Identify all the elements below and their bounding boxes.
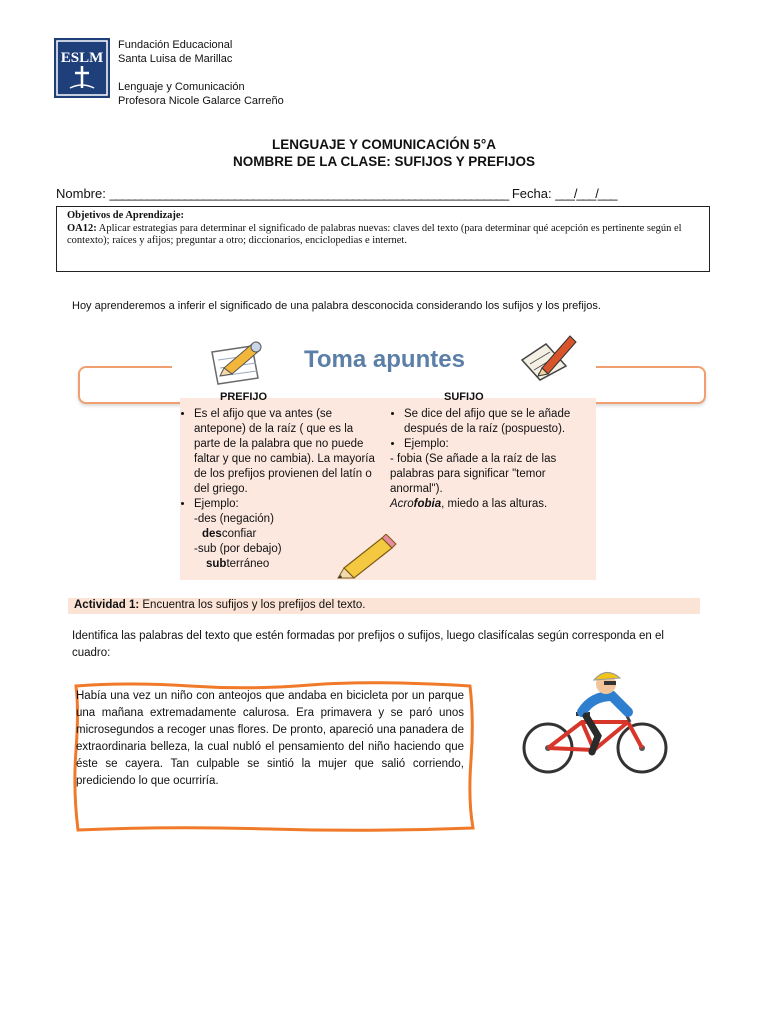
institution-name-2: Santa Luisa de Marillac [118,53,233,65]
intro-text: Hoy aprenderemos a inferir el significado de una palabra desconocida considerando los sufijos y los prefijos. [72,300,601,312]
school-logo [54,38,110,98]
prefijo-definition: • Es el afijo que va antes (se antepone) de la raíz ( que es la parte de la palabra que no puede faltar y que no cambia). La mayoría de los prefijos provienen del latín o del griego. [194,407,380,497]
objectives-heading: Objetivos de Aprendizaje: [67,210,185,221]
date-blank[interactable]: ___/___/___ [555,186,617,201]
page-title [0,136,768,170]
institution-name-1: Fundación Educacional [118,39,233,51]
objective-code: OA12: [67,222,97,234]
story-text: Había una vez un niño con anteojos que andaba en bicicleta por un parque una mañana extremadamente calurosa. Era primavera y se paró unos microsegundos a recoger unas flores. De pronto, apareció una panadera de extraordinaria belleza, la cual nubló el pensamiento del niño haciendo que éste se cayera. Tan culpable se sintió la mujer que salió corriendo, prediciendo lo que ocurriría. [76,690,464,787]
prefijo-ex2-rest: terráneo [226,558,270,570]
prefijo-ex1-bold: des [202,528,222,540]
objectives-box [56,206,710,272]
toma-apuntes-graphic [72,338,708,582]
cyclist-image [520,666,672,776]
sufijo-word-rest: , miedo a las alturas. [441,498,548,510]
objectives-body [67,223,699,248]
activity-text: Encuentra los sufijos y los prefijos del texto. [142,599,366,611]
institution-info [118,38,284,108]
activity-heading [74,599,365,611]
prefijo-example-label: • Ejemplo: [194,497,380,512]
notebook-pencil-icon [208,338,268,391]
objective-text: Aplicar estrategias para determinar el significado de palabras nuevas: claves del texto (para determinar qué acepción es pertinente según el contexto); raíces y afijos; preguntar a otro; diccionarios, enciclopedias e internet. [67,222,682,246]
sufijo-example-word [390,497,586,512]
logo-text: ESLM [60,50,104,66]
date-label: Fecha: [511,186,552,201]
title-line-1: LENGUAJE Y COMUNICACIÓN 5°A [272,137,496,152]
sufijo-word-a: Acro [390,498,414,510]
pencil-icon [334,534,398,585]
name-label: Nombre: [56,186,106,201]
sufijo-example-label: • Ejemplo: [404,437,586,452]
activity-instructions: Identifica las palabras del texto que estén formadas por prefijos o sufijos, luego clasifícalas según corresponda en el cuadro: [72,630,664,659]
name-blank[interactable]: ________________________________________________________________ [109,186,509,201]
sufijo-example-text: - fobia (Se añade a la raíz de las palabras para significar "temor anormal"). [390,453,557,495]
sufijo-definition: • Se dice del afijo que se le añade después de la raíz (pospuesto). [404,407,586,437]
prefijo-ex1-note: -des (negación) [194,513,274,525]
sufijo-title: SUFIJO [444,391,484,403]
prefijo-ex2-bold: sub [206,558,227,570]
activity-label: Actividad 1: [74,599,140,611]
paper-pencil-icon [516,330,580,389]
name-date-line [56,186,716,201]
teacher-name: Profesora Nicole Galarce Carreño [118,95,284,107]
title-line-2: NOMBRE DE LA CLASE: SUFIJOS Y PREFIJOS [232,154,536,169]
apuntes-heading: Toma apuntes [304,346,465,373]
story-box [70,680,476,834]
subject-name: Lenguaje y Comunicación [118,81,245,93]
sufijo-column [390,390,586,512]
prefijo-ex1-rest: confiar [221,528,257,540]
prefijo-ex2-note: -sub (por debajo) [194,543,282,555]
prefijo-title: PREFIJO [220,391,268,403]
sufijo-word-b: fobia [413,498,442,510]
